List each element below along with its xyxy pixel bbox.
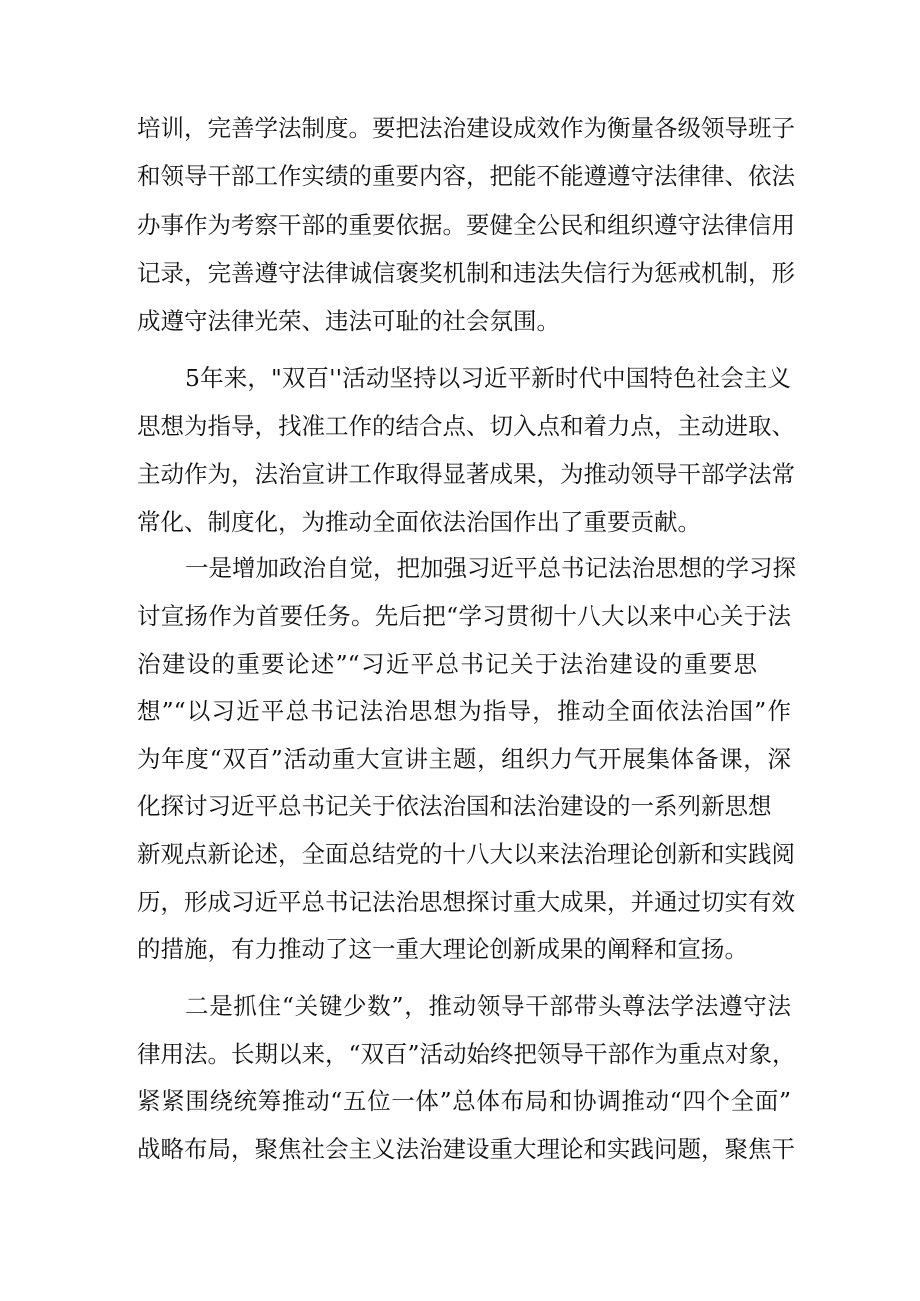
text-line: 和领导干部工作实绩的重要内容，把能不能遵遵守法律律、依法 <box>137 162 795 190</box>
text-line: 治建设的重要论述”“习近平总书记关于法治建设的重要思 <box>137 650 757 678</box>
text-line: 想”“以习近平总书记法治思想为指导，推动全面依法治国”作 <box>137 697 791 725</box>
text-line: 二是抓住“关键少数”，推动领导干部带头尊法学法遵守法 <box>185 992 791 1020</box>
text-line: 记录，完善遵守法律诚信褒奖机制和违法失信行为惩戒机制，形 <box>137 259 795 287</box>
text-line: 历，形成习近平总书记法治思想探讨重大成果，并通过切实有效 <box>137 888 795 916</box>
text-line: 成遵守法律光荣、违法可耻的社会氛围。 <box>137 307 560 335</box>
text-line: 主动作为，法治宣讲工作取得显著成果，为推动领导干部学法常 <box>137 460 795 488</box>
text-line: 5年来，"双百''活动坚持以习近平新时代中国特色社会主义 <box>185 364 791 392</box>
text-line: 紧紧围绕统筹推动“五位一体”总体布局和协调推动“四个全面” <box>137 1087 791 1115</box>
text-line: 战略布局，聚焦社会主义法治建设重大理论和实践问题，聚焦干 <box>137 1135 795 1163</box>
text-line: 思想为指导，找准工作的结合点、切入点和着力点，主动进取、 <box>137 412 795 440</box>
text-line: 的措施，有力推动了这一重大理论创新成果的阐释和宣扬。 <box>137 935 748 963</box>
text-line: 为年度“双百”活动重大宣讲主题，组织力气开展集体备课，深 <box>137 745 791 773</box>
text-line: 律用法。长期以来，“双百”活动始终把领导干部作为重点对象， <box>137 1040 796 1068</box>
text-line: 新观点新论述，全面总结党的十八大以来法治理论创新和实践阅 <box>137 840 795 868</box>
text-line: 办事作为考察干部的重要依据。要健全公民和组织遵守法律信用 <box>137 211 795 239</box>
text-line: 一是增加政治自觉，把加强习近平总书记法治思想的学习探 <box>185 554 796 582</box>
text-line: 常化、制度化，为推动全面依法治国作出了重要贡献。 <box>137 508 701 536</box>
text-line: 化探讨习近平总书记关于依法治国和法治建设的一系列新思想 <box>137 792 772 820</box>
text-line: 培训，完善学法制度。要把法治建设成效作为衡量各级领导班子 <box>137 114 795 142</box>
text-line: 讨宣扬作为首要任务。先后把“学习贯彻十八大以来中心关于法 <box>137 602 791 630</box>
